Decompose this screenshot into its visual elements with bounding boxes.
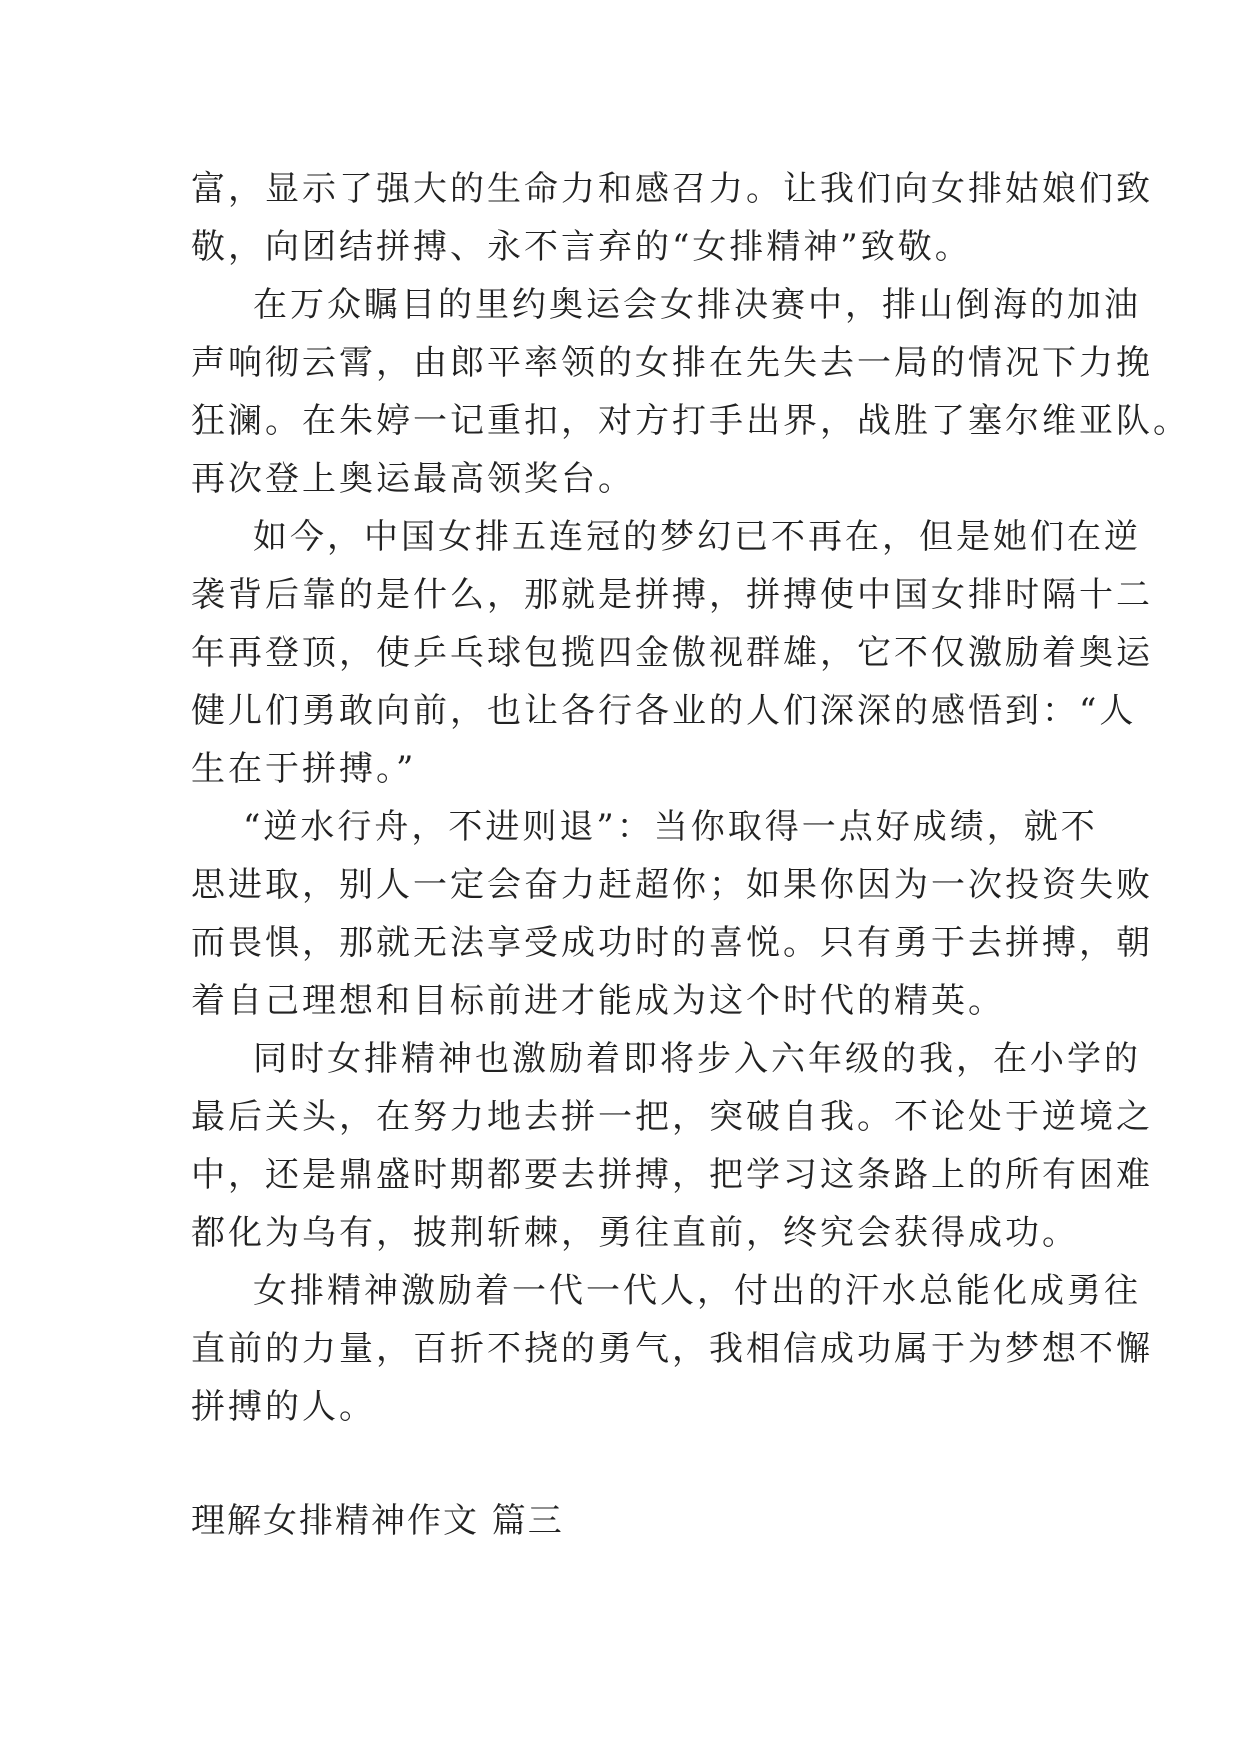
text-line: 最后关头，在努力地去拼一把，突破自我。不论处于逆境之 — [191, 1097, 1153, 1137]
paragraph — [191, 508, 1153, 798]
text-line: 如今，中国女排五连冠的梦幻已不再在，但是她们在逆 — [253, 517, 1141, 557]
text-line: 袭背后靠的是什么，那就是拼搏，拼搏使中国女排时隔十二 — [191, 575, 1153, 615]
paragraph — [191, 276, 1190, 508]
text-line: 富，显示了强大的生命力和感召力。让我们向女排姑娘们致 — [191, 169, 1153, 209]
text-line: 中，还是鼎盛时期都要去拼搏，把学习这条路上的所有困难 — [191, 1155, 1153, 1195]
text-line: 再次登上奥运最高领奖台。 — [191, 459, 635, 499]
text-line: 声响彻云霄，由郎平率领的女排在先失去一局的情况下力挽 — [191, 343, 1153, 383]
paragraph — [191, 798, 1153, 1030]
text-line: 着自己理想和目标前进才能成为这个时代的精英。 — [191, 981, 1005, 1021]
text-line: 直前的力量，百折不挠的勇气，我相信成功属于为梦想不懈 — [191, 1329, 1153, 1369]
text-line: 敬，向团结拼搏、永不言弃的“女排精神”致敬。 — [191, 227, 972, 267]
text-line: 在万众瞩目的里约奥运会女排决赛中，排山倒海的加油 — [253, 285, 1141, 325]
text-line: 狂澜。在朱婷一记重扣，对方打手出界，战胜了塞尔维亚队。 — [191, 401, 1190, 441]
text-line: 女排精神激励着一代一代人，付出的汗水总能化成勇往 — [253, 1271, 1141, 1311]
text-line: 都化为乌有，披荆斩棘，勇往直前，终究会获得成功。 — [191, 1213, 1079, 1253]
text-line: 而畏惧，那就无法享受成功时的喜悦。只有勇于去拼搏，朝 — [191, 923, 1153, 963]
text-line: 同时女排精神也激励着即将步入六年级的我，在小学的 — [253, 1039, 1141, 1079]
text-line: 生在于拼搏。” — [191, 749, 417, 789]
text-line: “逆水行舟，不进则退”：当你取得一点好成绩，就不 — [243, 807, 1098, 847]
text-line: 思进取，别人一定会奋力赶超你；如果你因为一次投资失败 — [191, 865, 1153, 905]
paragraph — [191, 1262, 1153, 1436]
text-line: 拼搏的人。 — [191, 1387, 376, 1427]
document-body — [191, 160, 1190, 1550]
text-line: 年再登顶，使乒乓球包揽四金傲视群雄，它不仅激励着奥运 — [191, 633, 1153, 673]
paragraph — [191, 160, 1153, 276]
section-heading: 理解女排精神作文 篇三 — [191, 1501, 564, 1541]
text-line: 健儿们勇敢向前，也让各行各业的人们深深的感悟到：“人 — [191, 691, 1137, 731]
paragraph — [191, 1030, 1153, 1262]
